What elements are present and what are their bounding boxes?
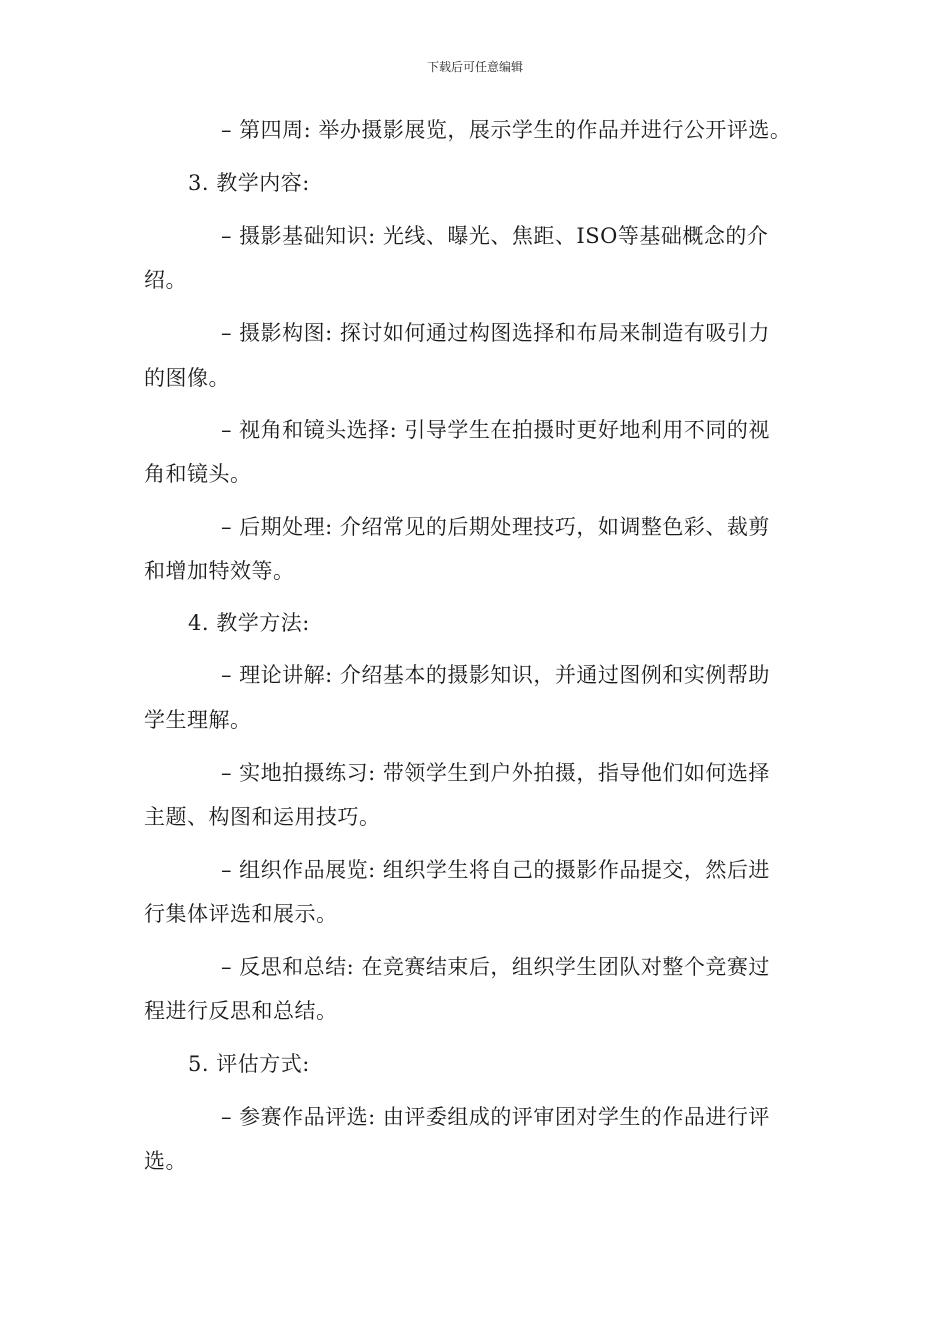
paragraph-line: – 反思和总结: 在竞赛结束后，组织学生团队对整个竞赛过 [221,955,770,979]
paragraph-line: – 摄影构图: 探讨如何通过构图选择和布局来制造有吸引力 [221,321,770,345]
paragraph-line: – 组织作品展览: 组织学生将自己的摄影作品提交，然后进 [221,858,770,882]
paragraph-line: – 摄影基础知识: 光线、曝光、焦距、ISO等基础概念的介 [221,224,769,248]
paragraph-line: 主题、构图和运用技巧。 [144,805,381,829]
paragraph-line: 的图像。 [144,366,230,390]
paragraph-line: 角和镜头。 [144,462,252,486]
page-header: 下载后可任意编辑 [426,60,523,74]
paragraph-line: 学生理解。 [144,708,252,732]
paragraph-line: – 实地拍摄练习: 带领学生到户外拍摄，指导他们如何选择 [221,761,770,785]
paragraph-line: – 第四周: 举办摄影展览，展示学生的作品并进行公开评选。 [221,118,792,142]
paragraph-line: 和增加特效等。 [144,559,295,583]
section-heading: 3. 教学内容: [188,171,310,195]
paragraph-line: – 后期处理: 介绍常见的后期处理技巧，如调整色彩、裁剪 [221,515,770,539]
paragraph-line: 程进行反思和总结。 [144,999,338,1023]
paragraph-line: 选。 [144,1149,187,1173]
paragraph-line: 绍。 [144,268,187,292]
paragraph-line: – 视角和镜头选择: 引导学生在拍摄时更好地利用不同的视 [221,418,770,442]
section-heading: 5. 评估方式: [188,1052,310,1076]
paragraph-line: – 参赛作品评选: 由评委组成的评审团对学生的作品进行评 [221,1105,770,1129]
paragraph-line: 行集体评选和展示。 [144,902,338,926]
paragraph-line: – 理论讲解: 介绍基本的摄影知识，并通过图例和实例帮助 [221,663,770,687]
section-heading: 4. 教学方法: [188,611,310,635]
